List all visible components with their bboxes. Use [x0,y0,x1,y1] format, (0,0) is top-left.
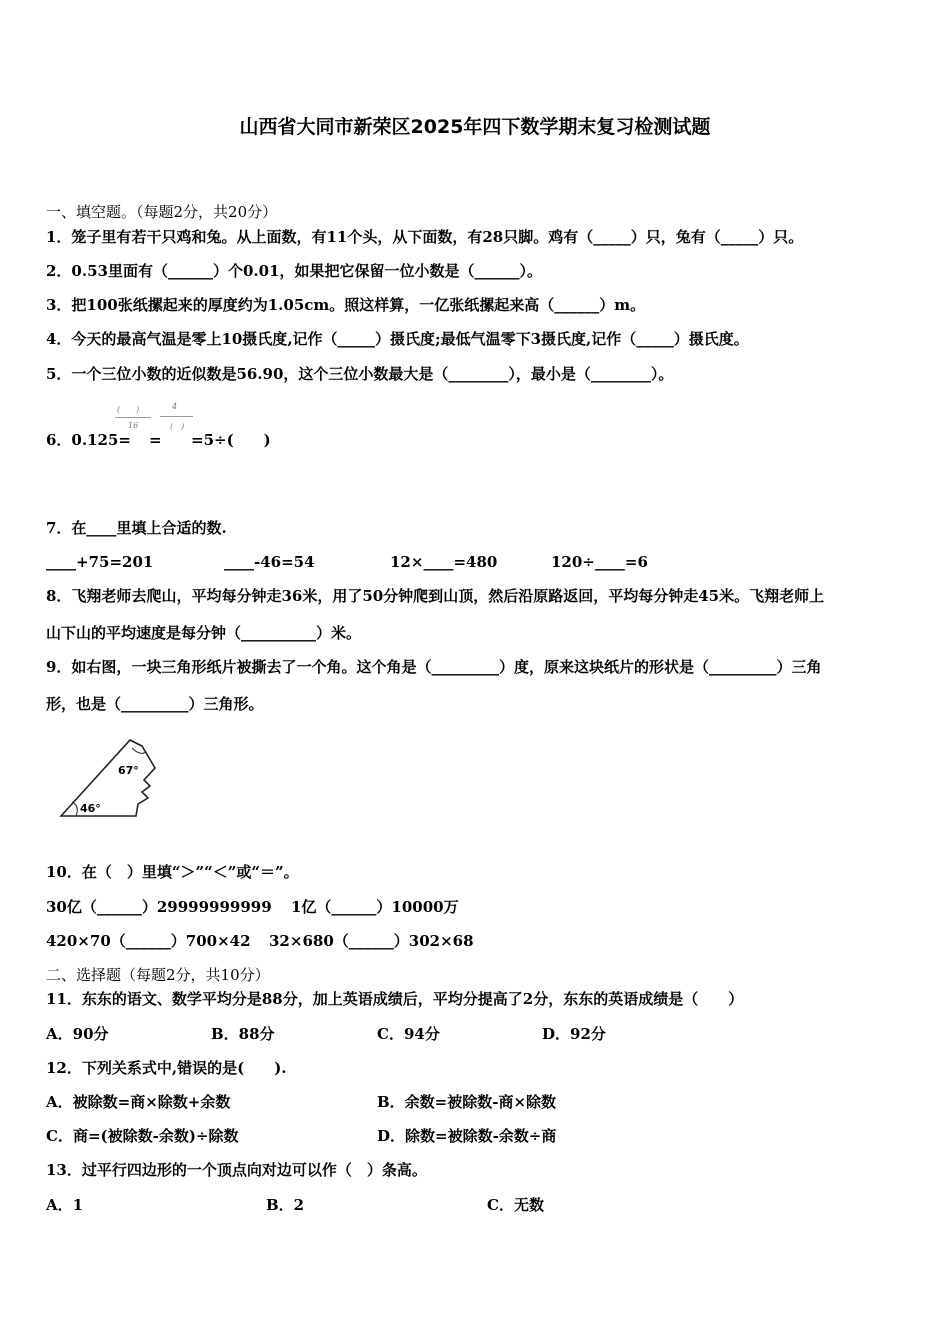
question-7-d: 120÷____=6 [551,553,648,571]
page-title: 山西省大同市新荣区2025年四下数学期末复习检测试题 [239,116,711,138]
question-9-line-1: 9．如右图，一块三角形纸片被撕去了一个角。这个角是（_________）度，原来这块纸片的形状是（_________）三角 [46,658,822,676]
fraction-2-denominator: ( ) [170,422,185,431]
question-12-option-d: D．除数=被除数-余数÷商 [377,1127,557,1145]
section-1-heading: 一、填空题。（每题2分，共20分） [46,203,278,221]
question-11-option-a: A．90分 [46,1025,109,1043]
fraction-1-numerator: ( ) [117,405,140,414]
fraction-2-numerator: 4 [172,402,178,411]
angle-left-label: 46° [80,802,101,815]
question-7-a: ____+75=201 [46,553,154,571]
torn-triangle-figure [56,734,166,824]
question-2: 2．0.53里面有（______）个0.01，如果把它保留一位小数是（______）。 [46,262,543,280]
question-3: 3．把100张纸摞起来的厚度约为1.05cm。照这样算，一亿张纸摞起来高（______）m。 [46,296,646,314]
question-6-equals: = [149,431,162,449]
angle-top-label: 67° [118,764,139,777]
question-5: 5．一个三位小数的近似数是56.90，这个三位小数最大是（________），最小是（________）。 [46,365,674,383]
question-10-d: 32×680（______）302×68 [269,932,474,950]
question-10-b: 1亿（______）10000万 [291,898,459,916]
question-11-option-b: B．88分 [211,1025,275,1043]
question-10: 10．在（ ）里填“＞”“＜”或“＝”。 [46,863,299,881]
question-7-c: 12×____=480 [390,553,498,571]
question-13-option-a: A．1 [46,1196,84,1214]
question-13-option-b: B．2 [266,1196,305,1214]
question-7-b: ____-46=54 [224,553,315,571]
question-13: 13．过平行四边形的一个顶点向对边可以作（ ）条高。 [46,1161,427,1179]
question-6-suffix: =5÷( ) [191,431,271,449]
question-8-line-2: 山下山的平均速度是每分钟（__________）米。 [46,624,362,642]
fraction-1-denominator: 16 [128,421,139,430]
question-9-line-2: 形，也是（_________）三角形。 [46,695,264,713]
question-12: 12．下列关系式中,错误的是( ). [46,1059,287,1077]
question-13-option-c: C．无数 [487,1196,544,1214]
question-11-option-d: D．92分 [542,1025,606,1043]
question-6-prefix: 6．0.125= [46,431,131,449]
question-10-a: 30亿（______）29999999999 [46,898,272,916]
section-2-heading: 二、选择题（每题2分，共10分） [46,966,270,984]
question-8-line-1: 8．飞翔老师去爬山，平均每分钟走36米，用了50分钟爬到山顶，然后沿原路返回，平均每分钟走45米。飞翔老师上 [46,587,825,605]
question-4: 4．今天的最高气温是零上10摄氏度,记作（_____）摄氏度;最低气温零下3摄氏度,记作（_____）摄氏度。 [46,330,749,348]
question-12-option-b: B．余数=被除数-商×除数 [377,1093,557,1111]
question-10-c: 420×70（______）700×42 [46,932,251,950]
fraction-1-bar [115,417,151,418]
question-12-option-a: A．被除数=商×除数+余数 [46,1093,231,1111]
fraction-2-bar [160,416,193,417]
question-11-option-c: C．94分 [377,1025,440,1043]
question-1: 1．笼子里有若干只鸡和兔。从上面数，有11个头，从下面数，有28只脚。鸡有（_____）只，兔有（_____）只。 [46,228,804,246]
question-11: 11．东东的语文、数学平均分是88分，加上英语成绩后，平均分提高了2分，东东的英语成绩是（ ） [46,990,744,1008]
question-12-option-c: C．商=(被除数-余数)÷除数 [46,1127,239,1145]
question-7: 7．在____里填上合适的数. [46,519,227,537]
